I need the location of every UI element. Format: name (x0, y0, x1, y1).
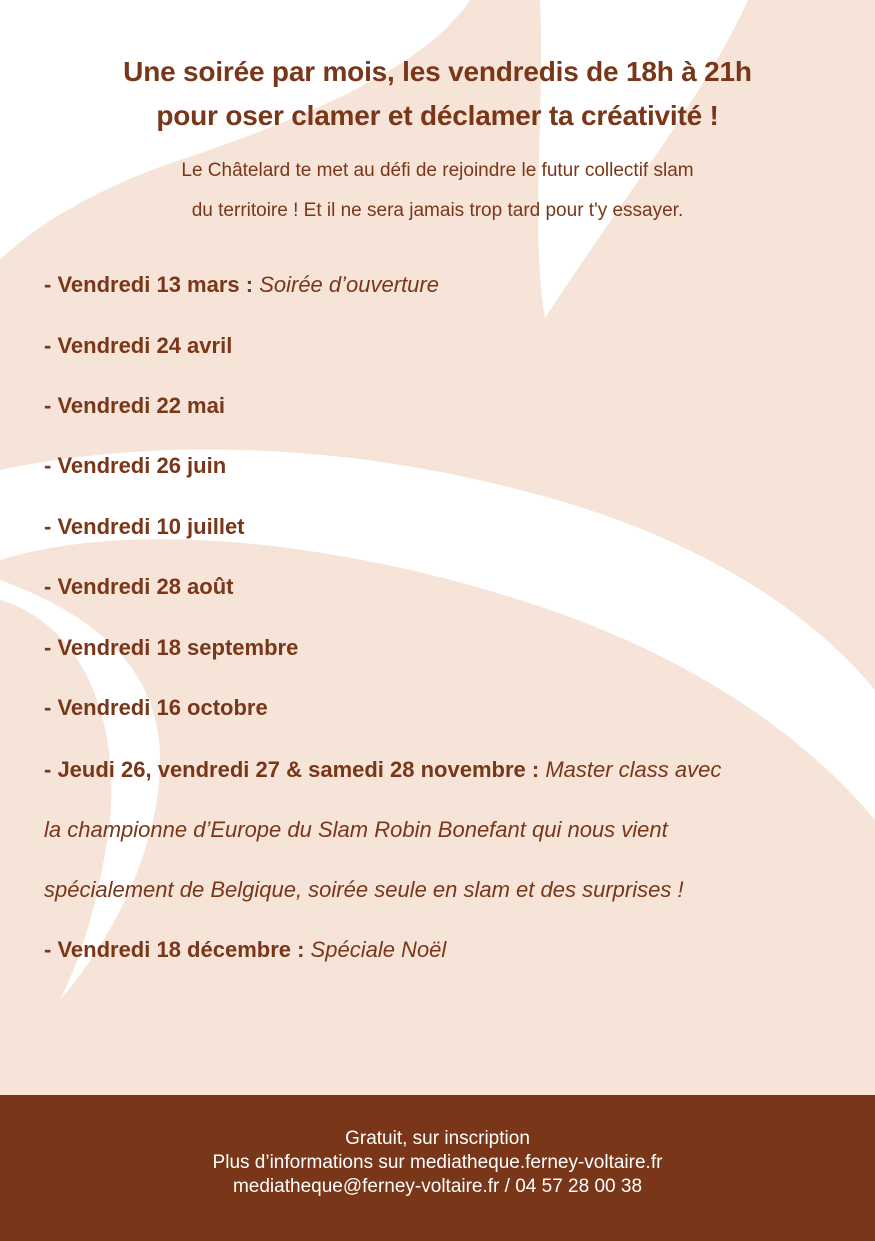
date-item (44, 935, 446, 965)
footer-info-website: Plus d’informations sur mediatheque.ferney-voltaire.fr (212, 1152, 663, 1173)
date-note: Master class avec (545, 757, 722, 782)
date-item (44, 331, 232, 361)
date-item (44, 572, 234, 602)
date-label: - Vendredi 13 mars : (44, 272, 260, 297)
date-item-november (44, 755, 721, 785)
date-label: - Vendredi 18 septembre (44, 635, 299, 660)
date-item (44, 270, 439, 300)
november-continuation-line-2: spécialement de Belgique, soirée seule en slam et des surprises ! (44, 877, 684, 902)
footer-pricing: Gratuit, sur inscription (345, 1128, 530, 1149)
footer-banner (0, 1095, 875, 1241)
footer-contact: mediatheque@ferney-voltaire.fr / 04 57 28 00 38 (232, 1176, 643, 1197)
date-label: - Jeudi 26, vendredi 27 & samedi 28 novembre : (44, 757, 546, 782)
date-label: - Vendredi 22 mai (44, 393, 225, 418)
date-label: - Vendredi 16 octobre (44, 695, 268, 720)
date-item (44, 693, 268, 723)
headline-line-2: pour oser clamer et déclamer ta créativité ! (156, 100, 719, 131)
november-continuation-line-1: la championne d’Europe du Slam Robin Bonefant qui nous vient (44, 817, 668, 842)
date-item (44, 391, 225, 421)
intro-line-2: du territoire ! Et il ne sera jamais trop tard pour t'y essayer. (191, 200, 684, 221)
date-label: - Vendredi 10 juillet (44, 514, 245, 539)
date-note: Spéciale Noël (310, 937, 447, 962)
date-label: - Vendredi 26 juin (44, 453, 227, 478)
date-item (44, 633, 298, 663)
date-label: - Vendredi 28 août (44, 574, 234, 599)
date-item (44, 451, 226, 481)
headline-line-1: Une soirée par mois, les vendredis de 18h à 21h (123, 56, 752, 87)
date-note: Soirée d’ouverture (259, 272, 439, 297)
date-label: - Vendredi 18 décembre : (44, 937, 311, 962)
date-label: - Vendredi 24 avril (44, 333, 233, 358)
date-item (44, 512, 245, 542)
intro-line-1: Le Châtelard te met au défi de rejoindre le futur collectif slam (181, 160, 694, 181)
